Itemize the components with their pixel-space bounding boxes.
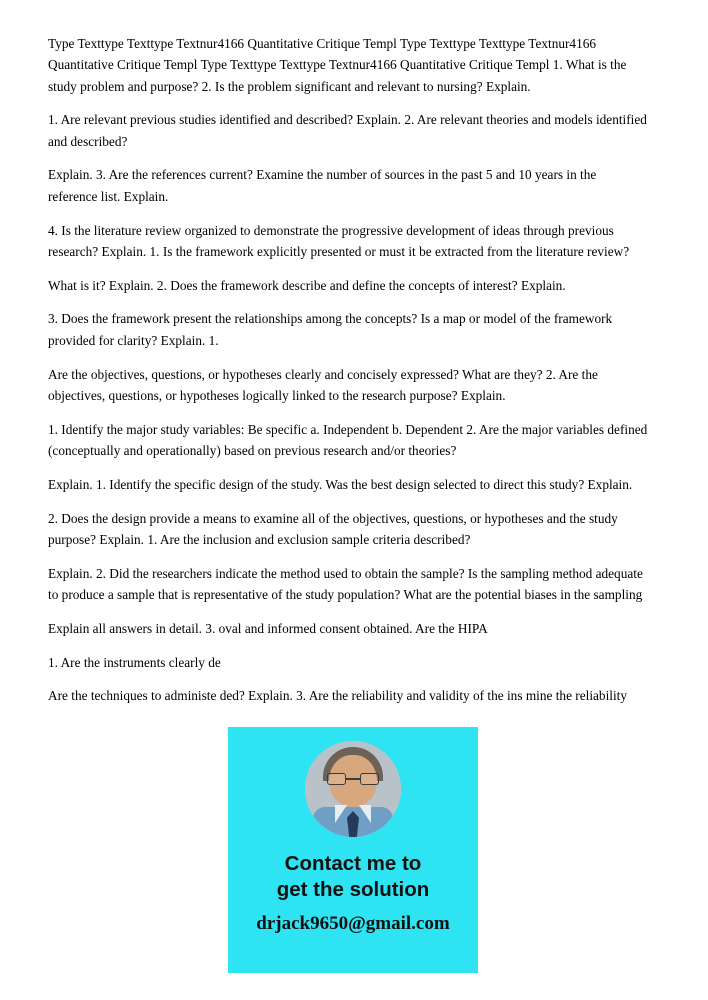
paragraph: 3. Does the framework present the relationships among the concepts? Is a map or model of the framework provided for clarity? Explain. 1. (48, 311, 613, 348)
overlay-headline-line2: get the solution (276, 878, 430, 901)
paragraph: 1. Are relevant previous studies identified and described? Explain. 2. Are relevant theories and models identified and described? (48, 112, 647, 149)
paragraph: Explain. 1. Identify the specific design of the study. Was the best design selected to direct this study? Explain. (48, 476, 633, 492)
avatar (305, 741, 401, 837)
glasses-icon (327, 773, 379, 785)
paragraph: Explain. 3. Are the references current? Examine the number of sources in the past 5 and 10 years in the reference list. Explain. (48, 167, 597, 204)
paragraph: What is it? Explain. 2. Does the framework describe and define the concepts of interest? Explain. (48, 277, 566, 293)
avatar-collar-left (335, 805, 347, 823)
paragraph: 1. Identify the major study variables: Be specific a. Independent b. Dependent 2. Are the major variables defined (conceptually and operationally) based on previous research and/or theories? (48, 421, 648, 458)
avatar-collar-right (359, 805, 371, 823)
paragraph: Type Texttype Texttype Textnur4166 Quantitative Critique Templ Type Texttype Texttype Textnur4166 Quantitative Critique Templ Type Texttype Texttype Textnur4166 Quantitative Critique Templ 1. What is the study problem and purpose? 2. Is the problem significant and relevant to nursing? Explain. (48, 36, 627, 94)
paragraph: 1. Are the instruments clearly de (48, 654, 221, 670)
paragraph: Explain. 2. Did the researchers indicate the method used to obtain the sample? Is the sampling method adequate to produce a sample that is representative of the study population? What are the potential biases in the sampling (48, 565, 643, 602)
paragraph: 4. Is the literature review organized to demonstrate the progressive development of ideas through previous research? Explain. 1. Is the framework explicitly presented or must it be extracted from the literature review? (48, 222, 630, 259)
paragraph: Explain all answers in detail. 3. oval and informed consent obtained. Are the HIPA (48, 620, 488, 636)
paragraph: Are the objectives, questions, or hypotheses clearly and concisely expressed? What are they? 2. Are the objectives, questions, or hypotheses logically linked to the research purpose? Explain. (48, 366, 598, 403)
contact-overlay-card (228, 727, 478, 973)
overlay-headline-line1: Contact me to (284, 852, 422, 875)
paragraph: 2. Does the design provide a means to examine all of the objectives, questions, or hypotheses and the study purpose? Explain. 1. Are the inclusion and exclusion sample criteria described? (48, 510, 618, 547)
overlay-email[interactable]: drjack9650@gmail.com (256, 913, 450, 934)
paragraph: Are the techniques to administe ded? Explain. 3. Are the reliability and validity of the ins mine the reliability (48, 688, 627, 704)
